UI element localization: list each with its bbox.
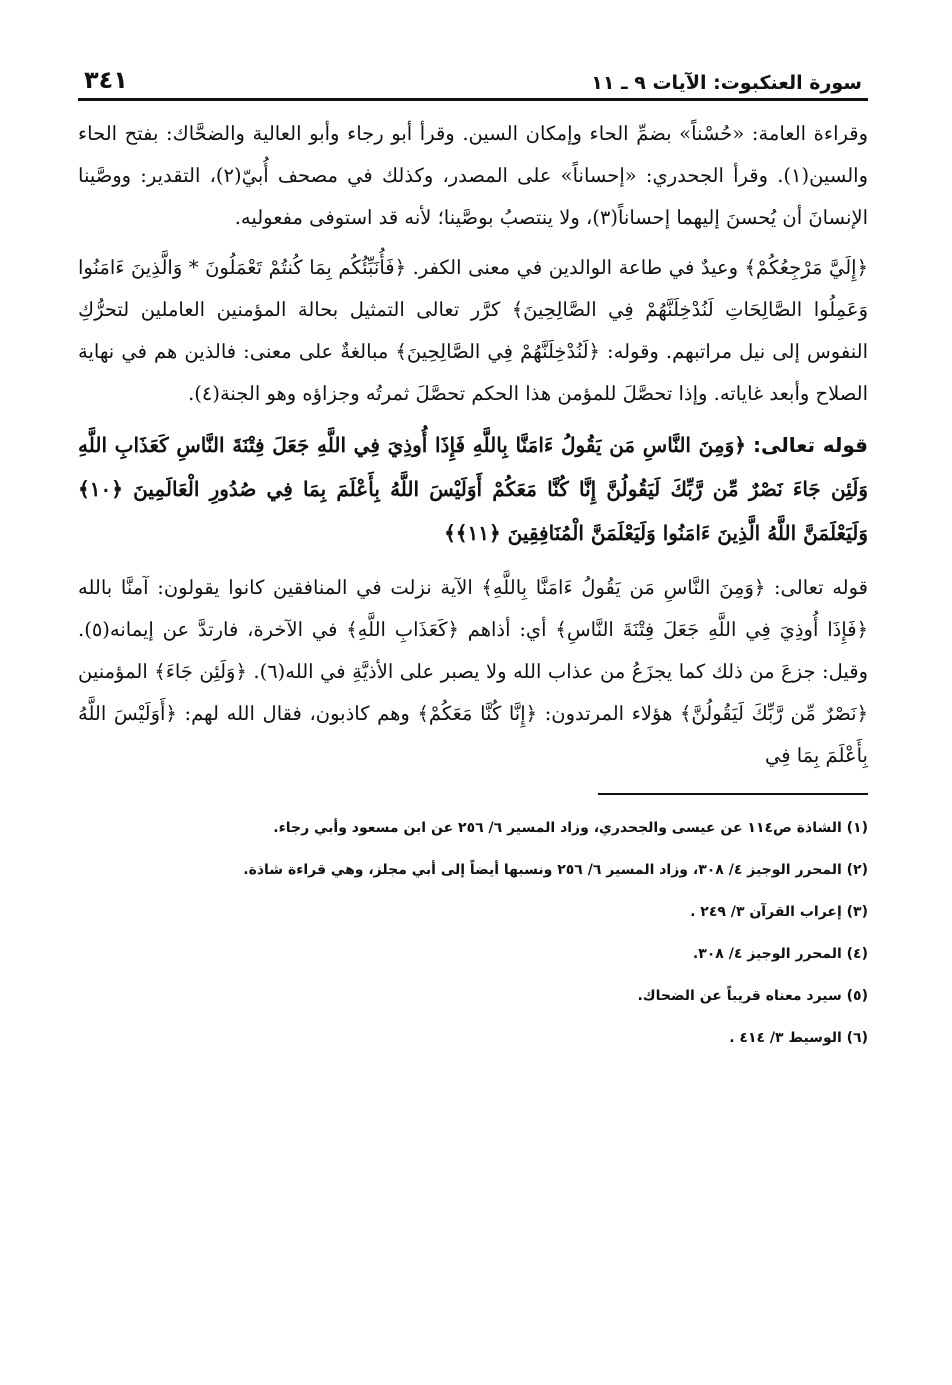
- main-text: [78, 113, 868, 777]
- paragraph-commentary: قوله تعالى: ﴿وَمِنَ النَّاسِ مَن يَقُولُ ءَامَنَّا بِاللَّهِ﴾ الآية نزلت في المنافقين كانوا يقولون: آمنَّا بالله ﴿فَإِذَا أُوذِيَ فِي اللَّهِ جَعَلَ فِتْنَةَ النَّاسِ﴾ أي: أذاهم ﴿كَعَذَابِ اللَّهِ﴾ في الآخرة، فارتدَّ عن إيمانه(٥). وقيل: جزعَ من ذلك كما يجزَعُ من عذاب الله ولا يصبر على الأذيَّةِ في الله(٦). ﴿وَلَئِن جَاءَ﴾ المؤمنين ﴿نَصْرٌ مِّن رَّبِّكَ لَيَقُولُنَّ﴾ هؤلاء المرتدون: ﴿إِنَّا كُنَّا مَعَكُمْ﴾ وهم كاذبون، فقال الله لهم: ﴿أَوَلَيْسَ اللَّهُ بِأَعْلَمَ بِمَا فِي: [78, 576, 868, 767]
- page-number: ٣٤١: [84, 66, 128, 94]
- footnote-4: (٤) المحرر الوجيز ٤/ ٣٠٨.: [692, 946, 868, 962]
- verse-text: ﴿وَمِنَ النَّاسِ مَن يَقُولُ ءَامَنَّا بِاللَّهِ فَإِذَا أُوذِيَ فِي اللَّهِ جَعَلَ فِتْنَةَ النَّاسِ كَعَذَابِ اللَّهِ وَلَئِن جَاءَ نَصْرٌ مِّن رَّبِّكَ لَيَقُولُنَّ إِنَّا كُنَّا مَعَكُمْ أَوَلَيْسَ اللَّهُ بِأَعْلَمَ بِمَا فِي صُدُورِ الْعَالَمِينَ ﴿١٠﴾ وَلَيَعْلَمَنَّ اللَّهُ الَّذِينَ ءَامَنُوا وَلَيَعْلَمَنَّ الْمُنَافِقِينَ ﴿١١﴾﴾: [78, 433, 868, 545]
- verse-label: قوله تعالى:: [753, 433, 868, 457]
- paragraph-qiraat: وقراءة العامة: «حُسْناً» بضمِّ الحاء وإمكان السين. وقرأ أبو رجاء وأبو العالية والضحَّاك: بفتح الحاء والسين(١). وقرأ الجحدري: «إحساناً» على المصدر، وكذلك في مصحف أُبيّ(٢)، التقدير: ووصَّينا الإنسانَ أن يُحسنَ إليهما إحساناً(٣)، ولا ينتصبُ بوصَّينا؛ لأنه قد استوفى مفعوليه.: [78, 122, 868, 229]
- footnote-1: (١) الشاذة ص١١٤ عن عيسى والجحدري، وزاد المسير ٦/ ٢٥٦ عن ابن مسعود وأبي رجاء.: [273, 820, 868, 836]
- footnote-separator: [598, 793, 868, 795]
- footnote-3: (٣) إعراب القرآن ٣/ ٢٤٩ .: [690, 904, 868, 920]
- paragraph-tafsir-verse-8: ﴿إِلَيَّ مَرْجِعُكُمْ﴾ وعيدٌ في طاعة الوالدين في معنى الكفر. ﴿فَأُنَبِّئُكُم بِمَا كُنتُمْ تَعْمَلُونَ * وَالَّذِينَ ءَامَنُوا وَعَمِلُوا الصَّالِحَاتِ لَنُدْخِلَنَّهُمْ فِي الصَّالِحِينَ﴾ كرَّر تعالى التمثيل بحالة المؤمنين العاملين لتحرُّكِ النفوس إلى نيل مراتبهم. وقوله: ﴿لَنُدْخِلَنَّهُمْ فِي الصَّالِحِينَ﴾ مبالغةٌ على معنى: فالذين هم في نهاية الصلاح وأبعد غاياته. وإذا تحصَّلَ للمؤمن هذا الحكم تحصَّلَ ثمرتُه وجزاؤه وهو الجنة(٤).: [78, 256, 868, 405]
- footnote-6: (٦) الوسيط ٣/ ٤١٤ .: [729, 1030, 868, 1046]
- footnote-2: (٢) المحرر الوجيز ٤/ ٣٠٨، وزاد المسير ٦/ ٢٥٦ ونسبها أيضاً إلى أبي مجلز، وهي قراءة شاذة.: [243, 862, 868, 878]
- quran-verse-block: [78, 423, 868, 555]
- running-title: سورة العنكبوت: الآيات ٩ ـ ١١: [591, 72, 862, 94]
- footnote-5: (٥) سيرد معناه قريباً عن الضحاك.: [637, 988, 868, 1004]
- footnotes: [78, 813, 868, 1053]
- page-header: [78, 58, 868, 101]
- book-page: [78, 58, 868, 1358]
